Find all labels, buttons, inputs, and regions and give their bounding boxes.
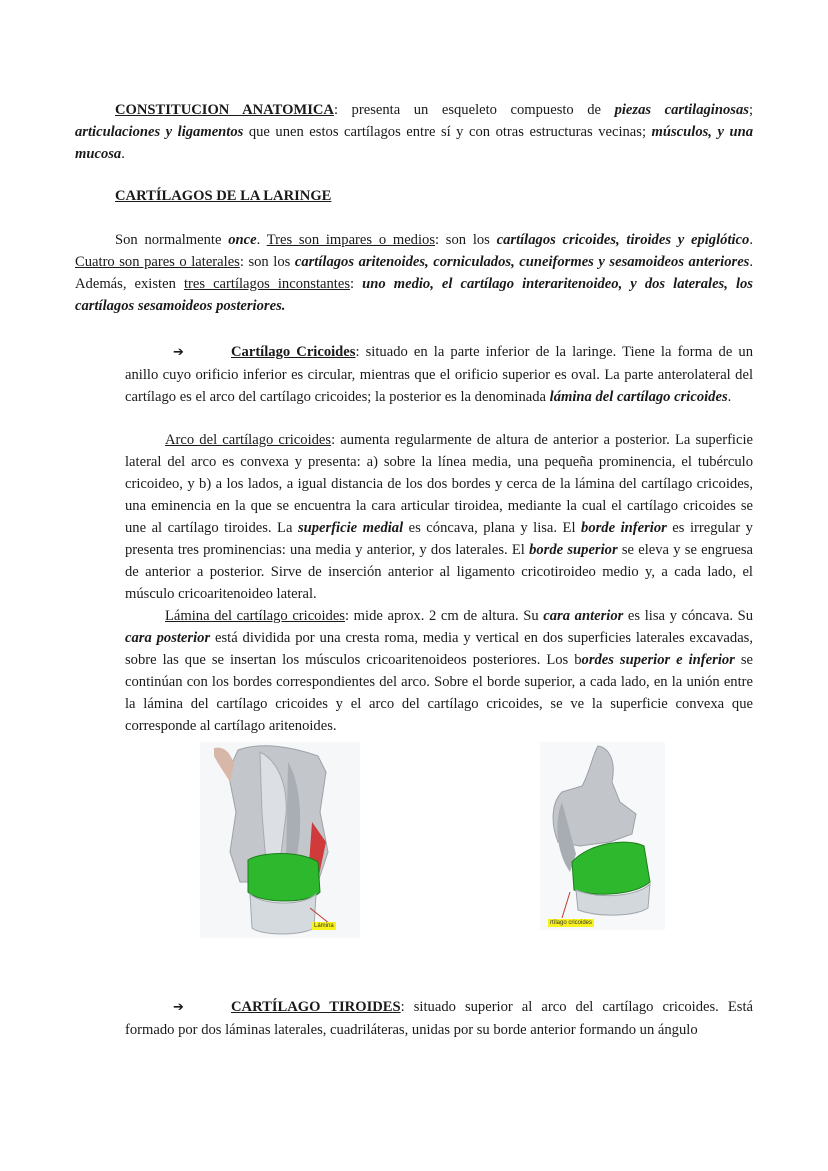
larynx-figure-left bbox=[200, 742, 360, 938]
larynx-left-illustration bbox=[200, 742, 360, 938]
cartilagos-paragraph: Son normalmente once. Tres son impares o medios: son los cartílagos cricoides, tiroides y epiglótico. Cuatro son pares o laterales: son los cartílagos aritenoides, corniculados, cuneiformes y sesamoideos anteriores. Además, existen tres cartílagos inconstantes: uno medio, el cartílago interaritenoideo, y dos laterales, los cartílagos sesamoideos posteriores. bbox=[75, 232, 754, 314]
arrow-right-icon: ➔ bbox=[173, 1000, 184, 1015]
cricoides-paragraph: ➔ Cartílago Cricoides: situado en la parte inferior de la laringe. Tiene la forma de un anillo cuyo orificio inferior es circular, mientras que el orificio superior es oval. La parte anterolateral del cartílago es el arco del cartílago cricoides; la posterior es la denominada lámina del cartílago cricoides. bbox=[125, 344, 753, 405]
arrow-right-icon: ➔ bbox=[173, 345, 184, 360]
constitucion-title: CONSTITUCION ANATOMICA bbox=[115, 102, 334, 118]
cricoides-title: Cartílago Cricoides bbox=[231, 344, 356, 360]
tiroides-title: CARTÍLAGO TIROIDES bbox=[231, 999, 401, 1015]
section-heading-cartilagos: CARTÍLAGOS DE LA LARINGE bbox=[115, 188, 332, 204]
tiroides-paragraph: ➔ CARTÍLAGO TIROIDES: situado superior al arco del cartílago cricoides. Está formado por dos láminas laterales, cuadriláteras, unidas por su borde anterior formando un ángulo bbox=[125, 999, 753, 1038]
figure-caption-lamina: Lámina bbox=[314, 923, 334, 929]
lamina-paragraph: Lámina del cartílago cricoides: mide aprox. 2 cm de altura. Su cara anterior es lisa y cóncava. Su cara posterior está dividida por una cresta roma, media y vertical en dos superficies laterales excavadas, sobre las que se insertan los músculos cricoaritenoideos posteriores. Los bordes superior e inferior se continúan con los bordes correspondientes del arco. Sobre el borde superior, a cada lado, en la unión entre la lámina del cartílago cricoides y el arco del cartílago cricoides, se ve la superficie convexa que corresponde al cartílago aritenoides. bbox=[125, 608, 754, 734]
figure-caption-cricoides: rtílago cricoides bbox=[550, 920, 593, 926]
lamina-title: Lámina del cartílago cricoides bbox=[165, 608, 345, 624]
constitucion-paragraph: CONSTITUCION ANATOMICA: presenta un esqueleto compuesto de piezas cartilaginosas; articulaciones y ligamentos que unen estos cartílagos entre sí y con otras estructuras vecinas; músculos, y una mucosa. bbox=[75, 102, 753, 162]
larynx-right-illustration bbox=[540, 742, 665, 930]
arco-paragraph: Arco del cartílago cricoides: aumenta regularmente de altura de anterior a posterior. La superficie lateral del arco es convexa y presenta: a) sobre la línea media, una pequeña prominencia, el tubérculo cricoideo, y b) a los lados, a igual distancia de los dos bordes y cerca de la lámina del cartílago cricoides, una eminencia en la que se encuentra la cara articular tiroidea, mediante la cual el cartílago cricoides se une al cartílago tiroides. La superficie medial es cóncava, plana y lisa. El borde inferior es irregular y presenta tres prominencias: una media y anterior, y dos laterales. El borde superior se eleva y se engruesa de anterior a posterior. Sirve de inserción anterior al ligamento cricotiroideo medio y, a cada lado, el músculo cricoaritenoideo lateral. bbox=[125, 432, 754, 602]
larynx-figure-right bbox=[540, 742, 665, 930]
arco-title: Arco del cartílago cricoides bbox=[165, 432, 332, 448]
